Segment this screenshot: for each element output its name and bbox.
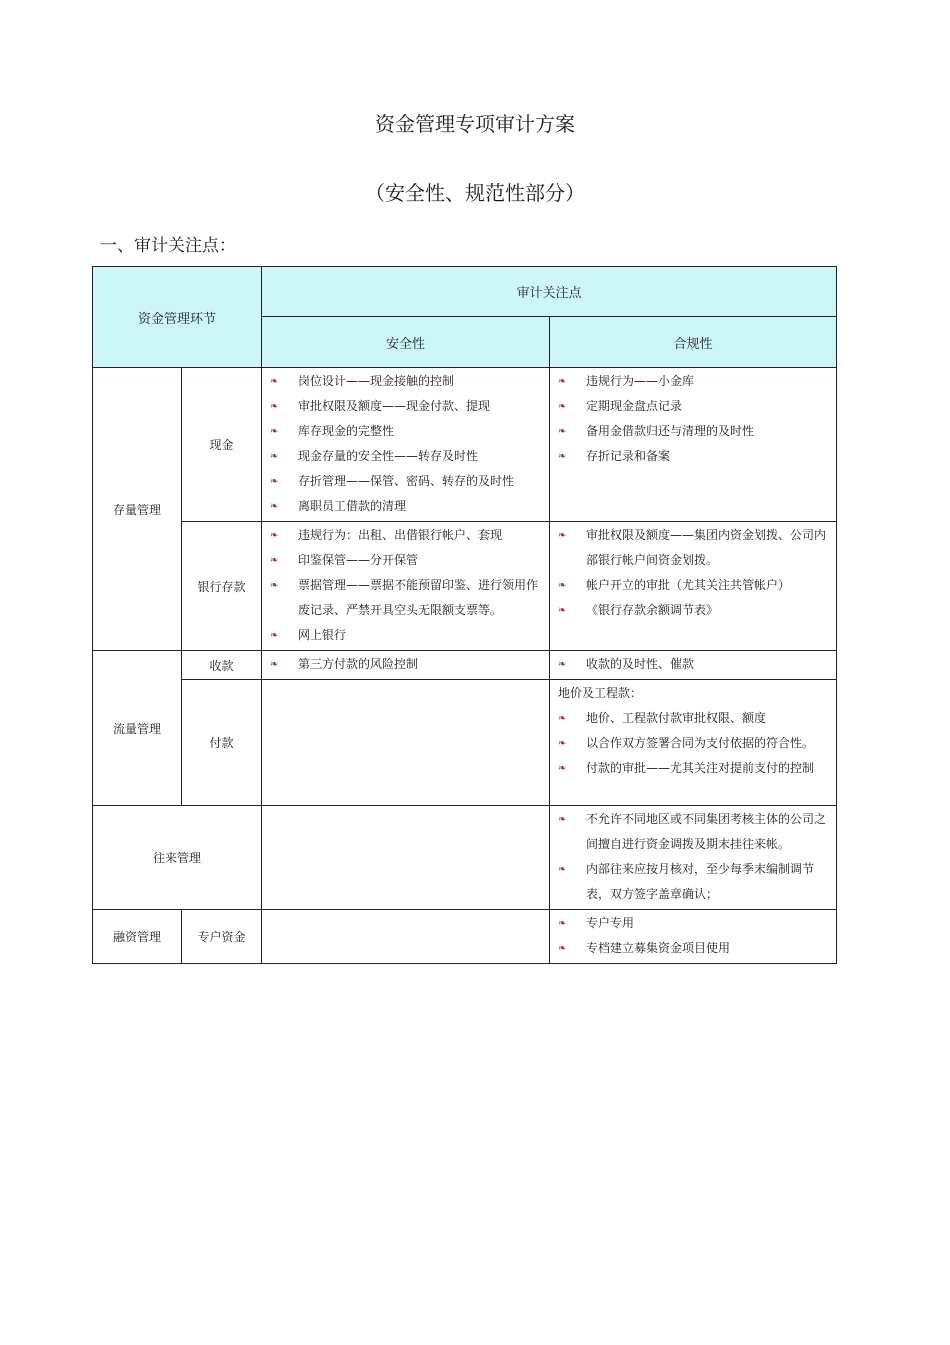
intercompany-safety-cell bbox=[262, 806, 550, 910]
list-item-text: 《银行存款余额调节表》 bbox=[586, 603, 719, 617]
payment-intro: 地价及工程款： bbox=[558, 686, 643, 700]
list-item bbox=[558, 857, 828, 907]
row-bank-deposit: 银行存款 bbox=[182, 522, 262, 651]
leaf-bullet-icon: ❧ bbox=[558, 451, 567, 462]
leaf-bullet-icon: ❧ bbox=[270, 580, 279, 591]
list-item bbox=[558, 369, 828, 394]
list-item bbox=[270, 623, 541, 648]
list-item bbox=[270, 494, 541, 519]
list-item-text: 专户专用 bbox=[586, 916, 635, 930]
leaf-bullet-icon: ❧ bbox=[558, 763, 567, 774]
list-item-text: 票据管理——票据不能预留印鉴、进行领用作废记录、严禁开具空头无限额支票等。 bbox=[298, 578, 539, 617]
list-item bbox=[558, 652, 828, 677]
leaf-bullet-icon: ❧ bbox=[558, 530, 567, 541]
leaf-bullet-icon: ❧ bbox=[558, 580, 567, 591]
leaf-bullet-icon: ❧ bbox=[270, 555, 279, 566]
list-item-text: 违规行为——小金库 bbox=[586, 374, 695, 388]
leaf-bullet-icon: ❧ bbox=[558, 738, 567, 749]
leaf-bullet-icon: ❧ bbox=[270, 476, 279, 487]
leaf-bullet-icon: ❧ bbox=[270, 376, 279, 387]
row-financing-management: 融资管理 bbox=[93, 910, 182, 964]
leaf-bullet-icon: ❧ bbox=[558, 943, 567, 954]
payment-compliance-list bbox=[558, 706, 828, 781]
row-intercompany-management: 往来管理 bbox=[93, 806, 262, 910]
row-receipt: 收款 bbox=[182, 651, 262, 680]
list-item bbox=[558, 523, 828, 573]
header-compliance: 合规性 bbox=[550, 317, 837, 368]
document-title: 资金管理专项审计方案 bbox=[375, 112, 575, 136]
leaf-bullet-icon: ❧ bbox=[558, 918, 567, 929]
leaf-bullet-icon: ❧ bbox=[270, 630, 279, 641]
row-dedicated-account: 专户资金 bbox=[182, 910, 262, 964]
payment-compliance-cell bbox=[550, 680, 837, 806]
list-item-text: 专档建立募集资金项目使用 bbox=[586, 941, 731, 955]
row-cash: 现金 bbox=[182, 368, 262, 522]
list-item-text: 地价、工程款付款审批权限、额度 bbox=[586, 711, 767, 725]
list-item-text: 岗位设计——现金接触的控制 bbox=[298, 374, 455, 388]
list-item-text: 现金存量的安全性——转存及时性 bbox=[298, 449, 479, 463]
list-item bbox=[558, 911, 828, 936]
list-item bbox=[270, 394, 541, 419]
leaf-bullet-icon: ❧ bbox=[558, 864, 567, 875]
financing-safety-cell bbox=[262, 910, 550, 964]
leaf-bullet-icon: ❧ bbox=[270, 426, 279, 437]
financing-compliance-cell bbox=[550, 910, 837, 964]
document-subtitle: （安全性、规范性部分） bbox=[365, 181, 585, 205]
list-item bbox=[558, 419, 828, 444]
list-item bbox=[558, 807, 828, 857]
list-item bbox=[270, 469, 541, 494]
list-item bbox=[558, 394, 828, 419]
leaf-bullet-icon: ❧ bbox=[558, 814, 567, 825]
header-focus: 审计关注点 bbox=[262, 267, 837, 317]
list-item-text: 违规行为：出租、出借银行帐户、套现 bbox=[298, 528, 503, 542]
list-item-text: 不允许不同地区或不同集团考核主体的公司之间擅自进行资金调拨及期末挂往来帐。 bbox=[586, 812, 827, 851]
row-payment: 付款 bbox=[182, 680, 262, 806]
list-item bbox=[558, 706, 828, 731]
receipt-compliance-cell bbox=[550, 651, 837, 680]
list-item-text: 备用金借款归还与清理的及时性 bbox=[586, 424, 755, 438]
list-item bbox=[270, 548, 541, 573]
list-item-text: 帐户开立的审批（尤其关注共管帐户） bbox=[586, 578, 791, 592]
leaf-bullet-icon: ❧ bbox=[558, 376, 567, 387]
list-item bbox=[270, 573, 541, 623]
list-item bbox=[270, 652, 541, 677]
list-item-text: 审批权限及额度——集团内资金划拨、公司内部银行帐户间资金划拨。 bbox=[586, 528, 827, 567]
list-item bbox=[558, 598, 828, 623]
list-item-text: 内部往来应按月核对，至少每季末编制调节表，双方签字盖章确认； bbox=[586, 862, 815, 901]
row-flow-management: 流量管理 bbox=[93, 651, 182, 806]
list-item-text: 库存现金的完整性 bbox=[298, 424, 395, 438]
leaf-bullet-icon: ❧ bbox=[270, 659, 279, 670]
list-item bbox=[558, 936, 828, 961]
payment-safety-cell bbox=[262, 680, 550, 806]
section-heading: 一、审计关注点： bbox=[100, 236, 236, 256]
leaf-bullet-icon: ❧ bbox=[270, 401, 279, 412]
leaf-bullet-icon: ❧ bbox=[558, 659, 567, 670]
leaf-bullet-icon: ❧ bbox=[558, 713, 567, 724]
receipt-safety-cell bbox=[262, 651, 550, 680]
list-item-text: 离职员工借款的清理 bbox=[298, 499, 407, 513]
cash-compliance-cell bbox=[550, 368, 837, 522]
audit-focus-table bbox=[92, 266, 837, 964]
leaf-bullet-icon: ❧ bbox=[558, 426, 567, 437]
row-stock-management: 存量管理 bbox=[93, 368, 182, 651]
leaf-bullet-icon: ❧ bbox=[270, 501, 279, 512]
list-item bbox=[558, 573, 828, 598]
list-item-text: 定期现金盘点记录 bbox=[586, 399, 683, 413]
leaf-bullet-icon: ❧ bbox=[270, 451, 279, 462]
list-item bbox=[270, 444, 541, 469]
list-item-text: 付款的审批——尤其关注对提前支付的控制 bbox=[586, 761, 815, 775]
list-item-text: 存折管理——保管、密码、转存的及时性 bbox=[298, 474, 515, 488]
list-item bbox=[558, 756, 828, 781]
list-item bbox=[270, 523, 541, 548]
list-item-text: 印鉴保管——分开保管 bbox=[298, 553, 419, 567]
leaf-bullet-icon: ❧ bbox=[558, 605, 567, 616]
list-item bbox=[270, 419, 541, 444]
list-item-text: 以合作双方签署合同为支付依据的符合性。 bbox=[586, 736, 815, 750]
cash-safety-cell bbox=[262, 368, 550, 522]
list-item bbox=[270, 369, 541, 394]
list-item-text: 存折记录和备案 bbox=[586, 449, 671, 463]
leaf-bullet-icon: ❧ bbox=[558, 401, 567, 412]
bank-compliance-cell bbox=[550, 522, 837, 651]
leaf-bullet-icon: ❧ bbox=[270, 530, 279, 541]
list-item-text: 收款的及时性、催款 bbox=[586, 657, 695, 671]
list-item bbox=[558, 444, 828, 469]
list-item-text: 审批权限及额度——现金付款、提现 bbox=[298, 399, 491, 413]
bank-safety-cell bbox=[262, 522, 550, 651]
list-item bbox=[558, 731, 828, 756]
intercompany-compliance-cell bbox=[550, 806, 837, 910]
list-item-text: 第三方付款的风险控制 bbox=[298, 657, 419, 671]
header-safety: 安全性 bbox=[262, 317, 550, 368]
header-stage: 资金管理环节 bbox=[93, 267, 262, 368]
list-item-text: 网上银行 bbox=[298, 628, 347, 642]
